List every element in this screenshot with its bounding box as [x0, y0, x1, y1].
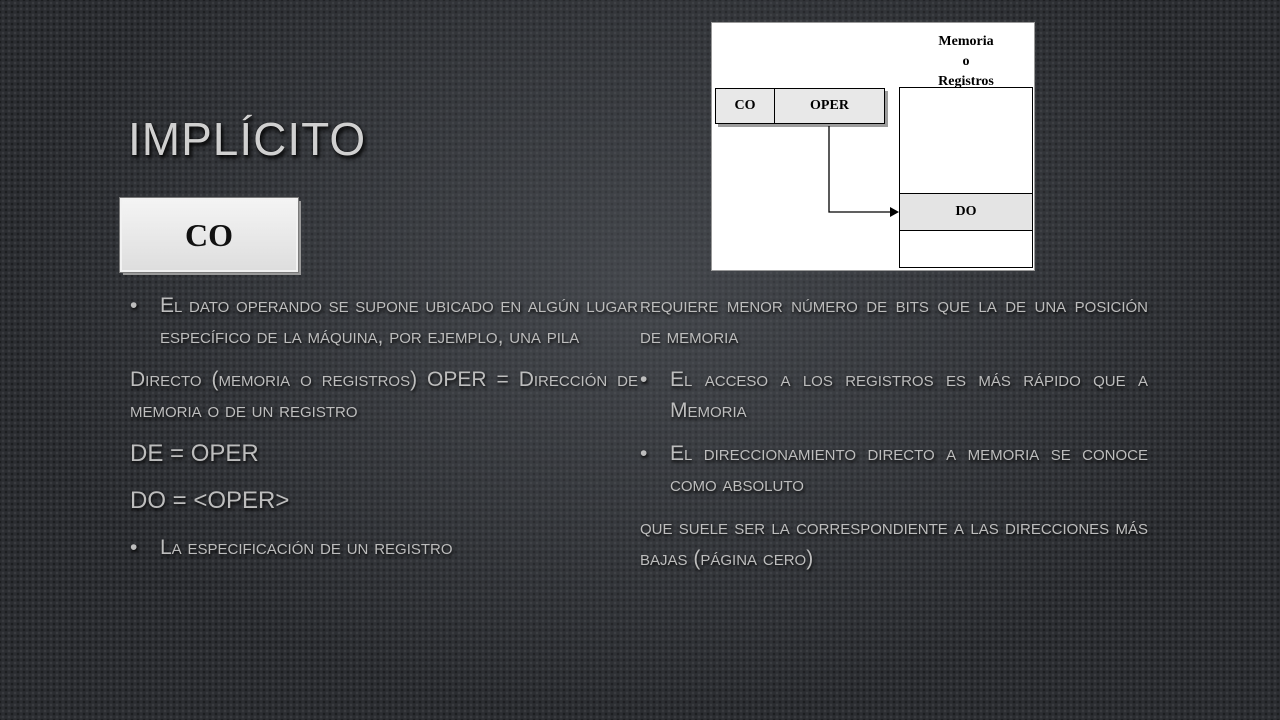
pagina-cero-text: que suele ser la correspondiente a las direcciones más bajas (página cero)	[640, 516, 1148, 570]
co-box	[120, 198, 298, 272]
do-cell: DO	[899, 193, 1033, 231]
bullet-dato-operando: • El dato operando se supone ubicado en algún lugar específico de la máquina, por ejemplo, una pila	[130, 290, 638, 352]
do-formula: DO = <OPER>	[130, 487, 290, 514]
registro-continuation: requiere menor número de bits que la de una posición de memoria	[640, 294, 1148, 348]
bullet-especificacion-registro: • La especificación de un registro	[130, 532, 638, 563]
instruction-co-field: CO	[715, 88, 775, 124]
co-box-label: CO	[185, 216, 233, 253]
addressing-diagram	[711, 22, 1035, 271]
memory-label-line: o	[962, 54, 970, 69]
instruction-oper-field: OPER	[775, 88, 885, 124]
bullet-acceso-registros: • El acceso a los registros es más rápido que a Memoria	[640, 364, 1148, 426]
right-text-column	[640, 290, 1148, 586]
directo-text: Directo (memoria o registros) OPER = Dirección de memoria o de un registro	[130, 368, 638, 422]
bullet-direccionamiento-absoluto: • El direccionamiento directo a memoria se conoce como absoluto	[640, 438, 1148, 500]
memory-label-line: Memoria	[938, 34, 994, 49]
pointer-arrow	[712, 23, 1036, 272]
slide-title: IMPLÍCITO	[128, 113, 367, 165]
memory-label-line: Registros	[938, 74, 994, 89]
left-text-column	[130, 290, 638, 575]
de-formula: DE = OPER	[130, 440, 259, 467]
